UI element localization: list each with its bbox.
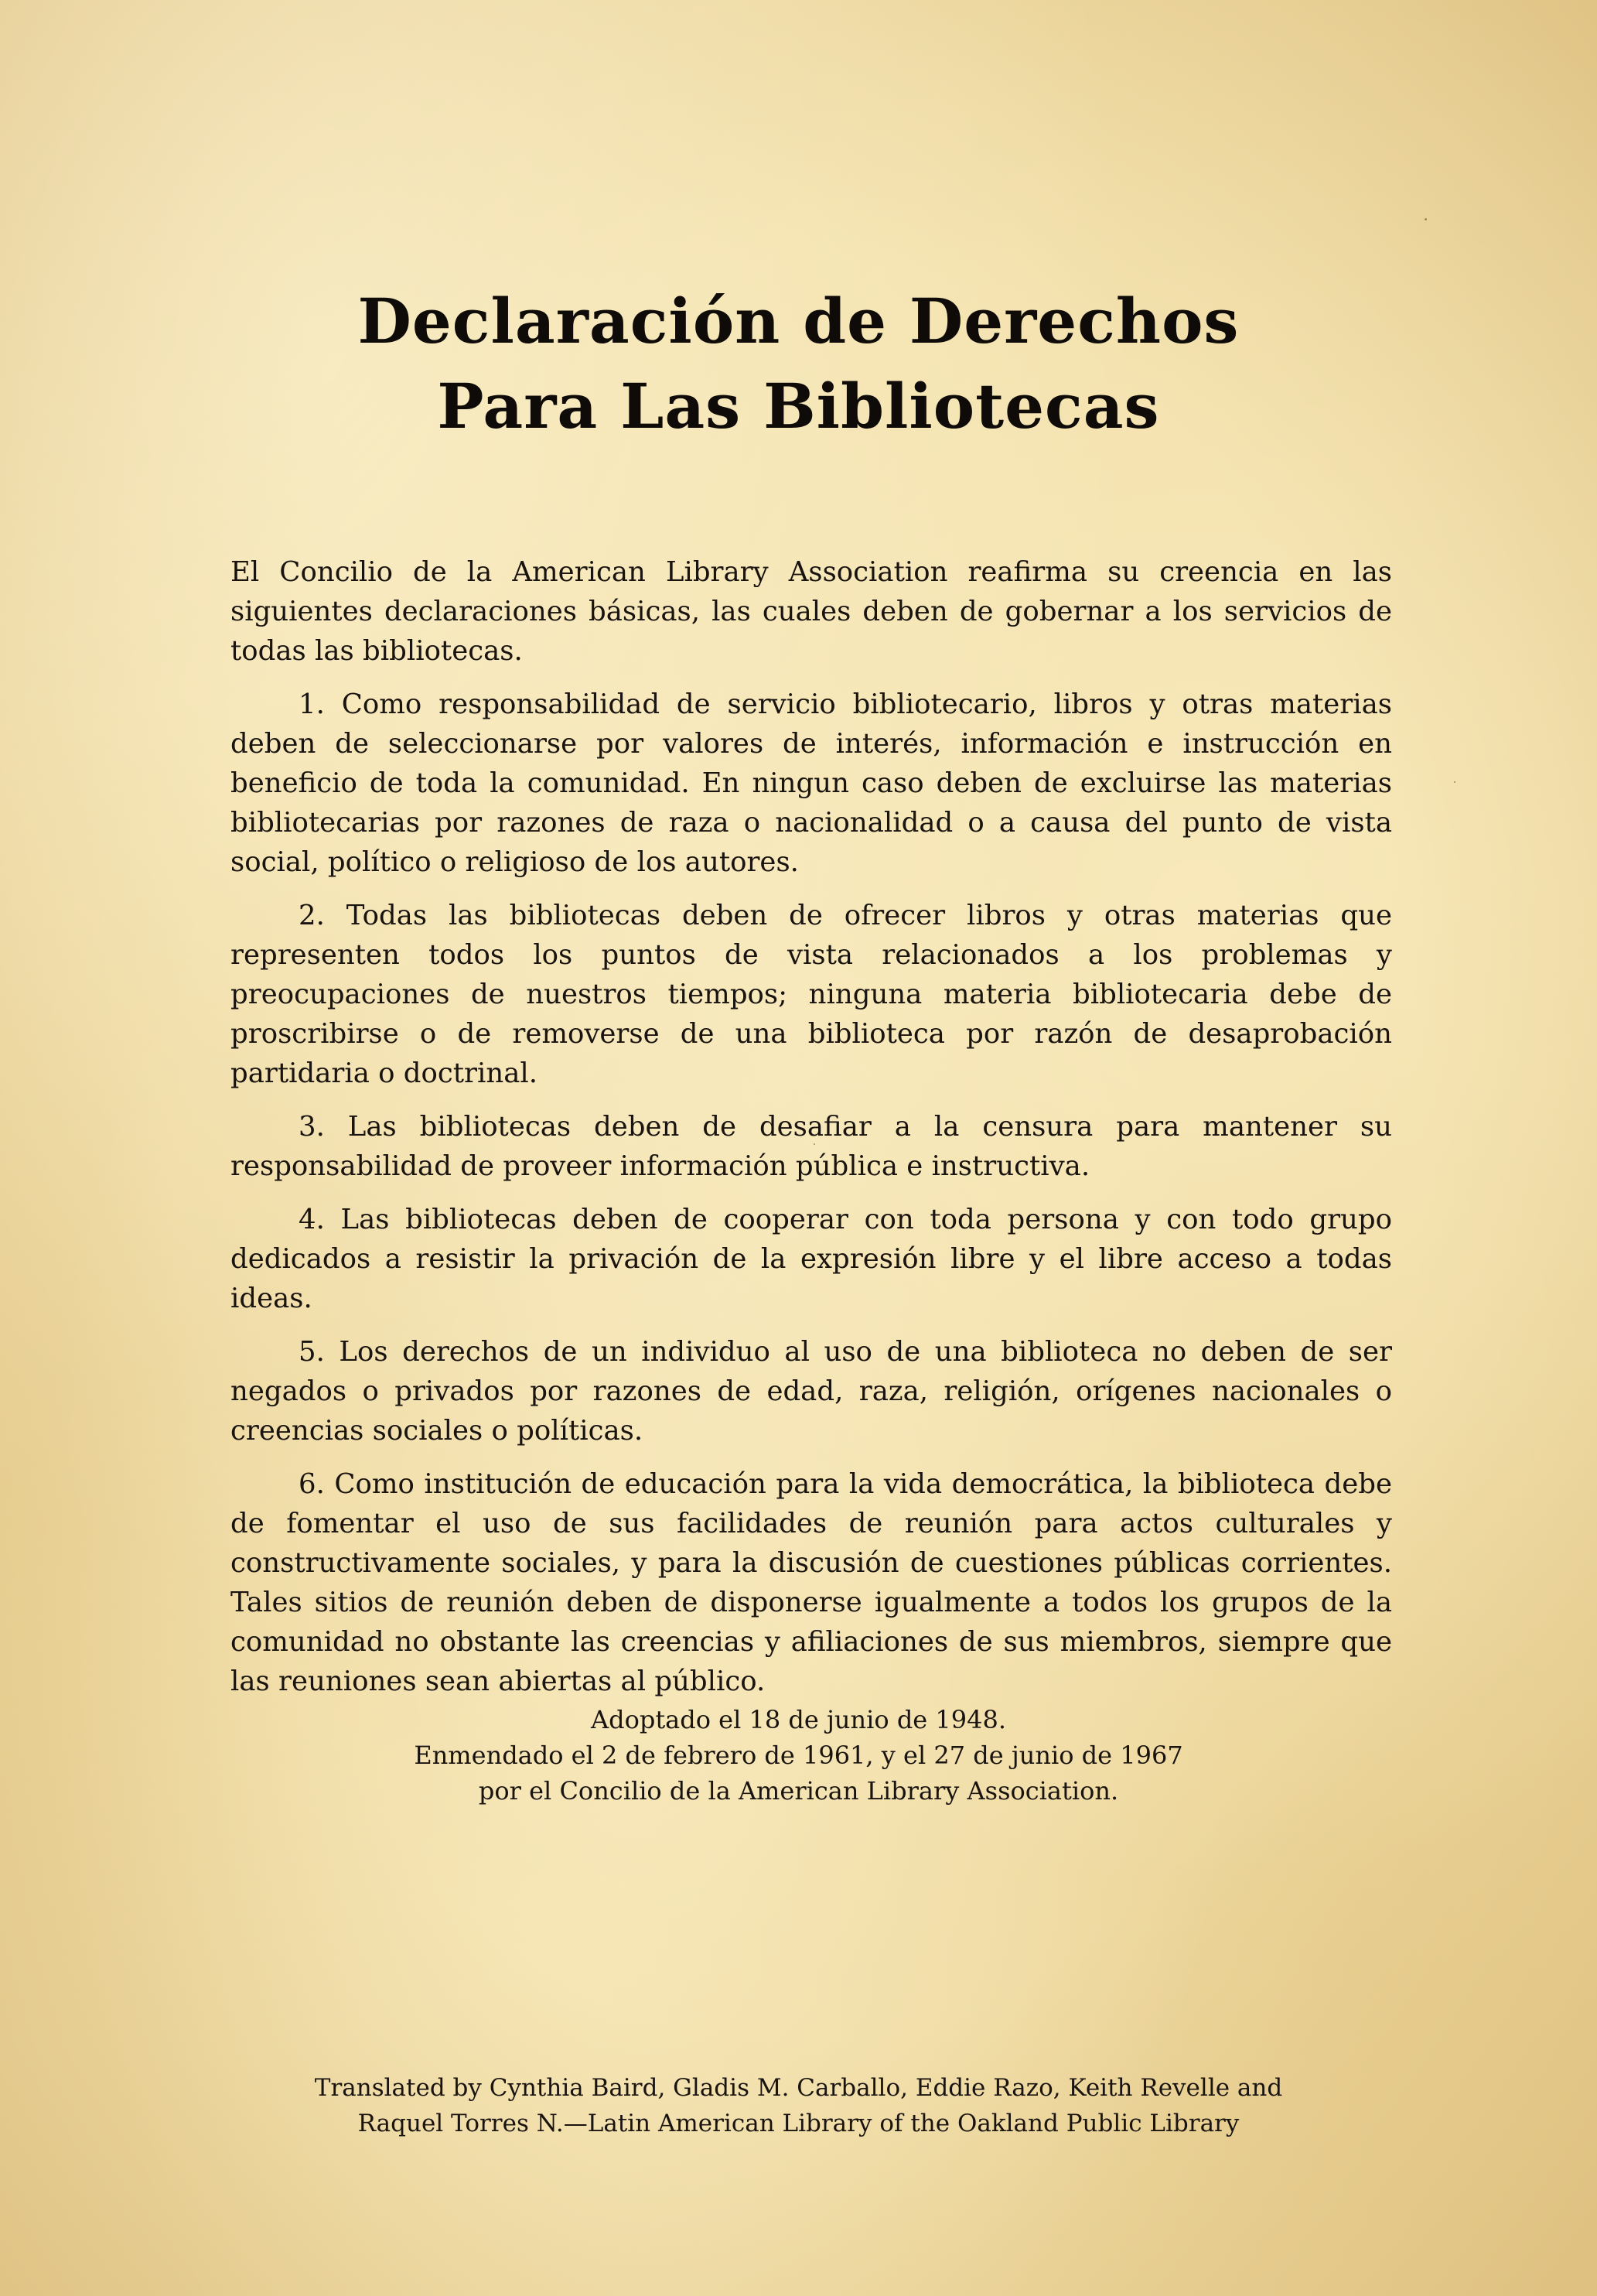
article-1: 1. Como responsabilidad de servicio bibliotecario, libros y otras materias deben de seleccionarse por valores de interés, información e instrucción en beneficio de toda la comunidad. En ningun caso deben de excluirse las materias bibliotecarias por razones de raza o nacionalidad o a causa del punto de vista social, político o religioso de los autores. [230, 688, 1392, 878]
article-6: 6. Como institución de educación para la vida democrática, la biblioteca debe de fomentar el uso de sus facilidades de reunión para actos culturales y constructivamente sociales, y para la discusión de cuestiones públicas corrientes. Tales sitios de reunión deben de disponerse igualmente a todos los grupos de la comunidad no obstante las creencias y afiliaciones de sus miembros, siempre que las reuniones sean abiertas al público. [230, 1468, 1392, 1697]
adoption-line-1: Adoptado el 18 de junio de 1948. [590, 1705, 1007, 1734]
credits-line-2: Raquel Torres N.—Latin American Library of the Oakland Public Library [357, 2110, 1240, 2137]
adoption-note [0, 1702, 1597, 1809]
intro-paragraph: El Concilio de la American Library Association reafirma su creencia en las siguientes declaraciones básicas, las cuales deben de gobernar a los servicios de todas las bibliotecas. [230, 556, 1392, 667]
article-4: 4. Las bibliotecas deben de cooperar con toda persona y con todo grupo dedicados a resistir la privación de la expresión libre y el libre acceso a todas ideas. [230, 1204, 1392, 1314]
credits-line-1: Translated by Cynthia Baird, Gladis M. Carballo, Eddie Razo, Keith Revelle and [314, 2074, 1283, 2102]
article-5: 5. Los derechos de un individuo al uso de una biblioteca no deben de ser negados o privados por razones de edad, raza, religión, orígenes nacionales o creencias sociales o políticas. [230, 1336, 1392, 1447]
page-title [0, 278, 1597, 449]
paper-speck [1425, 218, 1427, 220]
declaration-body [230, 552, 1392, 1715]
article-3: 3. Las bibliotecas deben de desafiar a la censura para mantener su responsabilidad de proveer información pública e instructiva. [230, 1111, 1392, 1182]
paper-speck [814, 1143, 815, 1145]
title-line-2: Para Las Bibliotecas [437, 370, 1160, 442]
title-line-1: Declaración de Derechos [357, 285, 1240, 357]
adoption-line-2: Enmendado el 2 de febrero de 1961, y el 27 de junio de 1967 [414, 1741, 1183, 1770]
article-2: 2. Todas las bibliotecas deben de ofrecer libros y otras materias que representen todos los puntos de vista relacionados a los problemas y preocupaciones de nuestros tiempos; ninguna materia bibliotecaria debe de proscribirse o de removerse de una biblioteca por razón de desaprobación partidaria o doctrinal. [230, 900, 1392, 1089]
paper-speck [1454, 781, 1455, 783]
translation-credits [0, 2070, 1597, 2141]
adoption-line-3: por el Concilio de la American Library Association. [478, 1776, 1119, 1806]
